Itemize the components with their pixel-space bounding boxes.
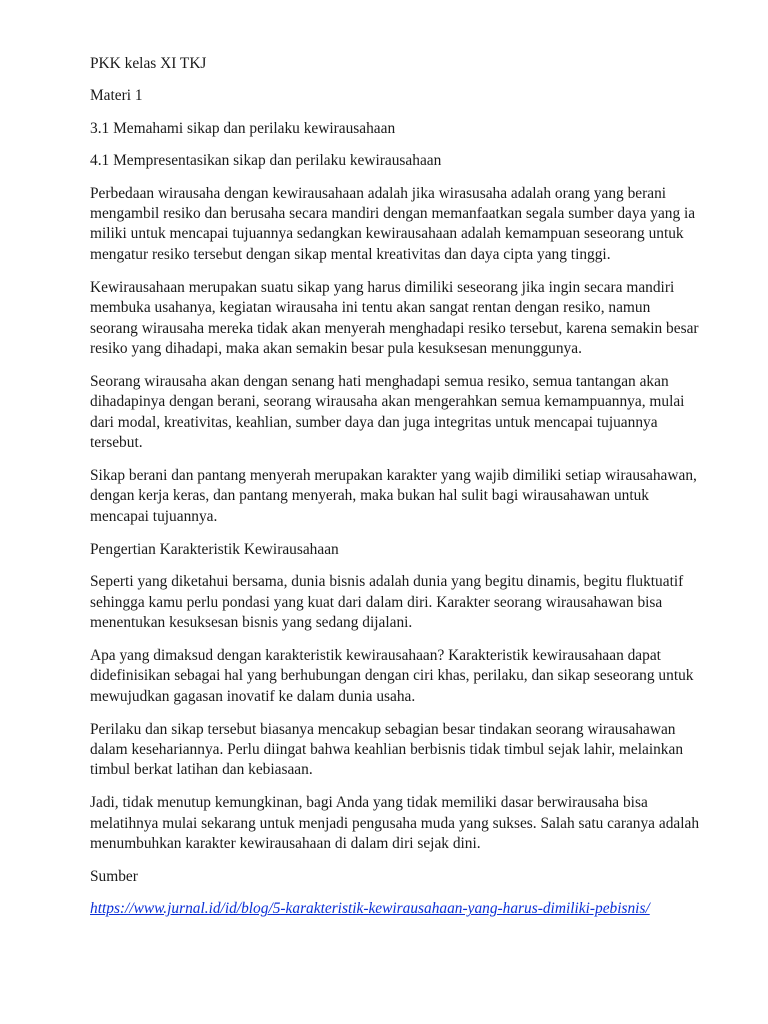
paragraph-attitude: Kewirausahaan merupakan suatu sikap yang harus dimiliki seseorang jika ingin secara mandiri membuka usahanya, kegiatan wirausaha ini tentu akan sangat rentan dengan resiko, namun seorang wirausaha mereka tidak akan menyerah menghadapi resiko tersebut, karena semakin besar resiko yang dihadapi, maka akan semakin besar pula kesuksesan menunggunya. (90, 278, 699, 357)
source-link[interactable]: https://www.jurnal.id/id/blog/5-karakteristik-kewirausahaan-yang-harus-dimiliki-pebisnis/ (90, 900, 650, 918)
section-title: Pengertian Karakteristik Kewirausahaan (90, 540, 339, 558)
document-heading-class: PKK kelas XI TKJ (90, 55, 207, 72)
document-heading-materi: Materi 1 (90, 87, 143, 105)
paragraph-characteristic-definition: Apa yang dimaksud dengan karakteristik kewirausahaan? Karakteristik kewirausahaan dapat didefinisikan sebagai hal yang berhubungan dengan ciri khas, perilaku, dan sikap seseorang untuk mewujudkan gagasan inovatif ke dalam dunia usaha. (90, 646, 694, 705)
paragraph-conclusion: Jadi, tidak menutup kemungkinan, bagi Anda yang tidak memiliki dasar berwirausaha bisa melatihnya mulai sekarang untuk menjadi pengusaha muda yang sukses. Salah satu caranya adalah menumbuhkan karakter kewirausahaan di dalam diri sejak dini. (90, 794, 700, 853)
paragraph-courage: Sikap berani dan pantang menyerah merupakan karakter yang wajib dimiliki setiap wirausahawan, dengan kerja keras, dan pantang menyerah, maka bukan hal sulit bagi wirausahawan untuk mencapai tujuannya. (90, 467, 697, 525)
competency-3-1: 3.1 Memahami sikap dan perilaku kewirausahaan (90, 119, 396, 137)
paragraph-behavior: Perilaku dan sikap tersebut biasanya mencakup sebagian besar tindakan seorang wirausahawan dalam kesehariannya. Perlu diingat bahwa keahlian berbisnis tidak timbul sejak lahir, melainkan timbul berkat latihan dan kebiasaan. (90, 720, 684, 779)
source-line (90, 899, 700, 919)
source-label: Sumber (90, 868, 138, 885)
competency-4-1: 4.1 Mempresentasikan sikap dan perilaku kewirausahaan (90, 152, 442, 170)
document-page (90, 54, 700, 932)
paragraph-definition: Perbedaan wirausaha dengan kewirausahaan adalah jika wirasusaha adalah orang yang berani mengambil resiko dan berusaha secara mandiri dengan memanfaatkan segala sumber daya yang ia miliki untuk mencapai tujuannya sedangkan kewirausahaan adalah kemampuan seseorang untuk mengatur resiko tersebut dengan sikap mental kreativitas dan daya cipta yang tinggi. (90, 184, 696, 263)
paragraph-business-dynamics: Seperti yang diketahui bersama, dunia bisnis adalah dunia yang begitu dinamis, begitu fluktuatif sehingga kamu perlu pondasi yang kuat dari dalam diri. Karakter seorang wirausahawan bisa menentukan kesuksesan bisnis yang sedang dijalani. (90, 573, 684, 631)
paragraph-facing-risk: Seorang wirausaha akan dengan senang hati menghadapi semua resiko, semua tantangan akan dihadapinya dengan berani, seorang wirausaha akan mengerahkan semua kemampuannya, mulai dari modal, kreativitas, keahlian, sumber daya dan juga integritas untuk mencapai tujuannya tersebut. (90, 372, 685, 452)
